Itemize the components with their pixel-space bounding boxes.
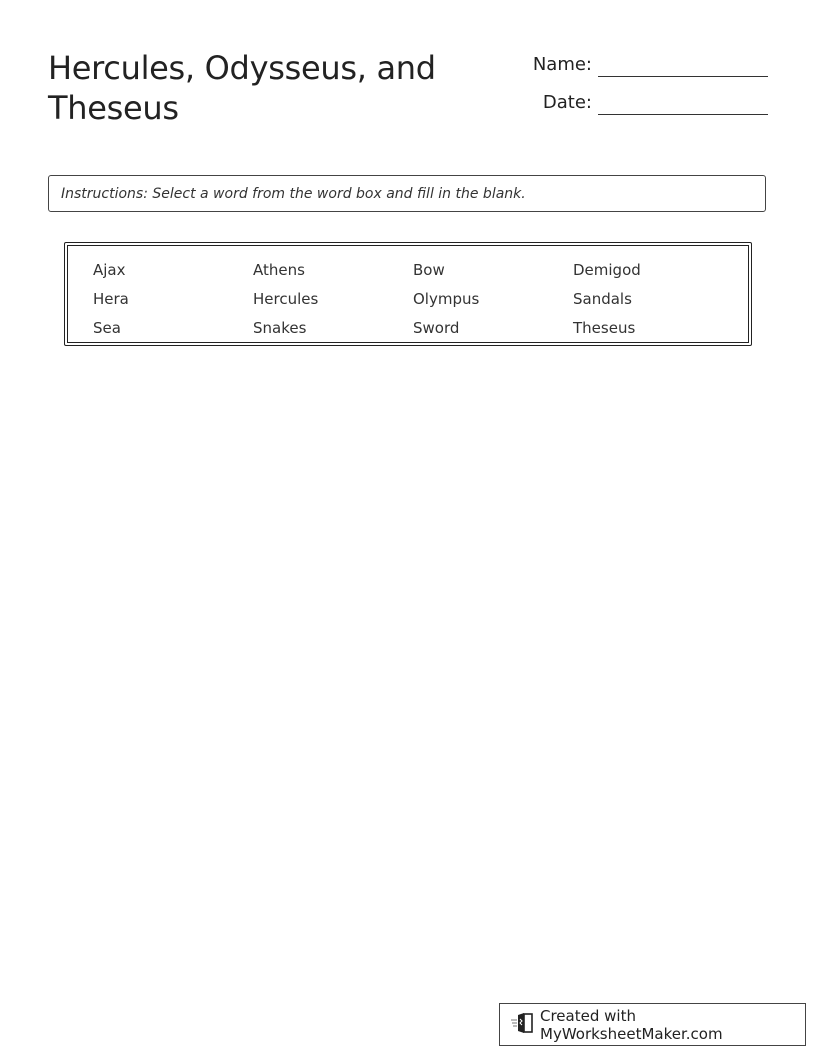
- date-blank-line[interactable]: [598, 88, 768, 115]
- instructions-box: [48, 175, 766, 212]
- word-item: Sword: [413, 319, 460, 337]
- date-label: Date:: [542, 92, 592, 113]
- name-field: [533, 50, 768, 77]
- word-item: Hercules: [253, 290, 319, 308]
- word-item: Sea: [93, 319, 121, 337]
- word-item: Athens: [253, 261, 305, 279]
- word-item: Olympus: [413, 290, 480, 308]
- word-item: Theseus: [573, 319, 636, 337]
- instructions-text: Instructions: Select a word from the word box and fill in the blank.: [61, 185, 526, 202]
- worksheet-title: Hercules, Odysseus, and Theseus: [48, 49, 436, 127]
- word-item: Bow: [413, 261, 445, 279]
- word-item: Sandals: [573, 290, 632, 308]
- word-item: Snakes: [253, 319, 307, 337]
- name-blank-line[interactable]: [598, 50, 768, 77]
- word-box: [64, 242, 752, 346]
- word-grid: [93, 256, 733, 343]
- word-item: Hera: [93, 290, 129, 308]
- footer-credit-text: Created with MyWorksheetMaker.com: [540, 1006, 723, 1043]
- worksheet-maker-logo-icon: [510, 1012, 540, 1038]
- word-item: Demigod: [573, 261, 641, 279]
- name-label: Name:: [532, 54, 592, 75]
- word-item: Ajax: [93, 261, 126, 279]
- date-field: [543, 88, 768, 115]
- footer-credit[interactable]: [499, 1003, 806, 1046]
